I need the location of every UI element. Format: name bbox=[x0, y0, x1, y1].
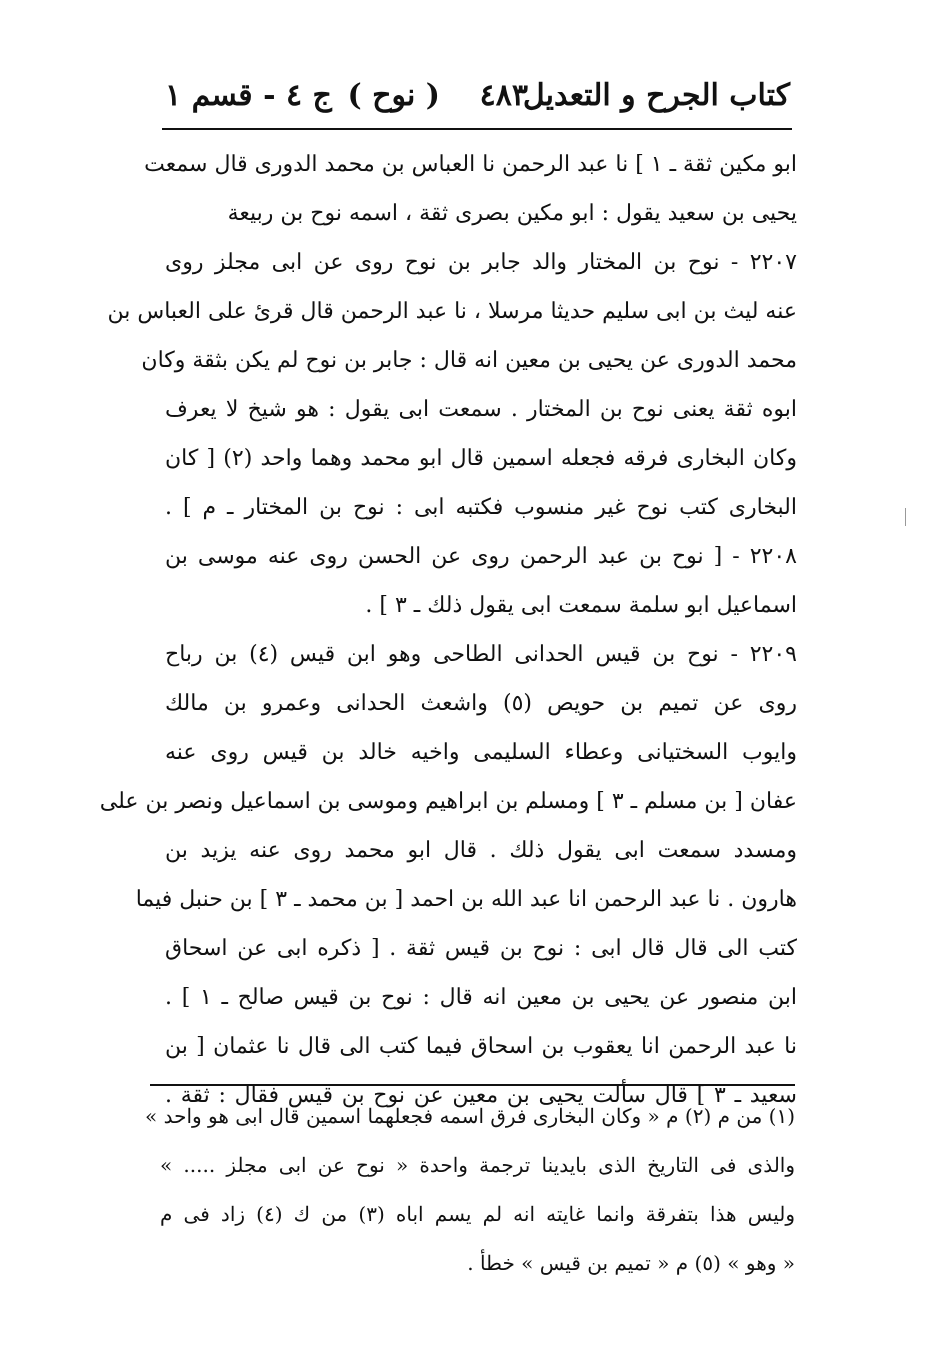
text-line: ابن منصور عن يحيى بن معين انه قال : نوح بن قيس صالح ـ ١ ] . bbox=[165, 985, 797, 1010]
page-number: ٤٨٣ bbox=[479, 78, 528, 113]
text-line: كتب الى قال قال ابى : نوح بن قيس ثقة . [ ذكره ابى عن اسحاق bbox=[165, 936, 797, 961]
text-line: نا عبد الرحمن انا يعقوب بن اسحاق فيما كتب الى قال نا عثمان [ بن bbox=[165, 1034, 797, 1059]
book-title: كتاب الجرح و التعديل bbox=[522, 78, 790, 113]
entry-2209-line: ٢٢٠٩ - نوح بن قيس الحدانى الطاحى وهو ابن قيس (٤) بن رباح bbox=[165, 642, 797, 667]
text-line: عنه ليث بن ابى سليم حديثا مرسلا ، نا عبد الرحمن قال قرئ على العباس بن bbox=[107, 299, 797, 324]
footnote-line: « وهو » (٥) م « تميم بن قيس » خطأ . bbox=[467, 1251, 795, 1275]
text-line: عفان [ بن مسلم ـ ٣ ] ومسلم بن ابراهيم وموسى بن اسماعيل ونصر بن على bbox=[99, 789, 797, 814]
entry-2207-line: ٢٢٠٧ - نوح بن المختار والد جابر بن نوح روى عن ابى مجلز روى bbox=[165, 250, 797, 275]
running-header bbox=[165, 70, 790, 122]
text-line: يحيى بن سعيد يقول : ابو مكين بصرى ثقة ، اسمه نوح بن ربيعة bbox=[227, 201, 797, 226]
footnote-line: (١) من م (٢) م « وكان البخارى فرق اسمه فجعلهما اسمين قال ابى هو واحد » bbox=[145, 1104, 795, 1128]
footnotes bbox=[145, 1093, 796, 1289]
text-line: وايوب السختيانى وعطاء السليمى واخيه خالد بن قيس روى عنه bbox=[165, 740, 797, 765]
section-name: ( نوح ) bbox=[347, 78, 440, 113]
text-line: روى عن تميم بن حويص (٥) واشعث الحدانى وعمرو بن مالك bbox=[165, 691, 797, 716]
footnote-line: وليس هذا بتفرقة وانما غايته انه لم يسم اباه (٣) من ك (٤) زاد فى م bbox=[160, 1202, 796, 1226]
volume-label: ج ٤ - قسم ١ bbox=[165, 78, 332, 113]
text-line: اسماعيل ابو سلمة سمعت ابى يقول ذلك ـ ٣ ] . bbox=[365, 593, 797, 618]
text-line: ومسدد سمعت ابى يقول ذلك . قال ابو محمد روى عنه يزيد بن bbox=[165, 838, 797, 863]
text-line: ابو مكين ثقة ـ ١ ] نا عبد الرحمن نا العباس بن محمد الدورى قال سمعت bbox=[144, 152, 797, 177]
footnote-line: والذى فى التاريخ الذى بايدينا ترجمة واحدة « نوح عن ابى مجلز ..... » bbox=[160, 1153, 796, 1177]
footnote-rule bbox=[150, 1084, 795, 1086]
text-line: وكان البخارى فرقه فجعله اسمين قال ابو محمد وهما واحد (٢) [ كان bbox=[165, 446, 797, 471]
text-line: هارون . نا عبد الرحمن انا عبد الله بن احمد [ بن محمد ـ ٣ ] بن حنبل فيما bbox=[135, 887, 797, 912]
text-line: سعيد ـ ٣ ] قال سألت يحيى بن معين عن نوح بن قيس فقال : ثقة . bbox=[165, 1083, 797, 1108]
header-rule bbox=[162, 128, 792, 130]
text-line: البخارى كتب نوح غير منسوب فكتبه ابى : نوح بن المختار ـ م ] . bbox=[165, 495, 797, 520]
text-line: محمد الدورى عن يحيى بن معين انه قال : جابر بن نوح لم يكن بثقة وكان bbox=[141, 348, 797, 373]
text-line: ابوه ثقة يعنى نوح بن المختار . سمعت ابى يقول : هو شيخ لا يعرف bbox=[165, 397, 797, 422]
margin-mark bbox=[905, 508, 906, 526]
main-text bbox=[99, 140, 797, 1120]
entry-2208-line: ٢٢٠٨ - [ نوح بن عبد الرحمن روى عن الحسن روى عنه موسى بن bbox=[165, 544, 797, 569]
